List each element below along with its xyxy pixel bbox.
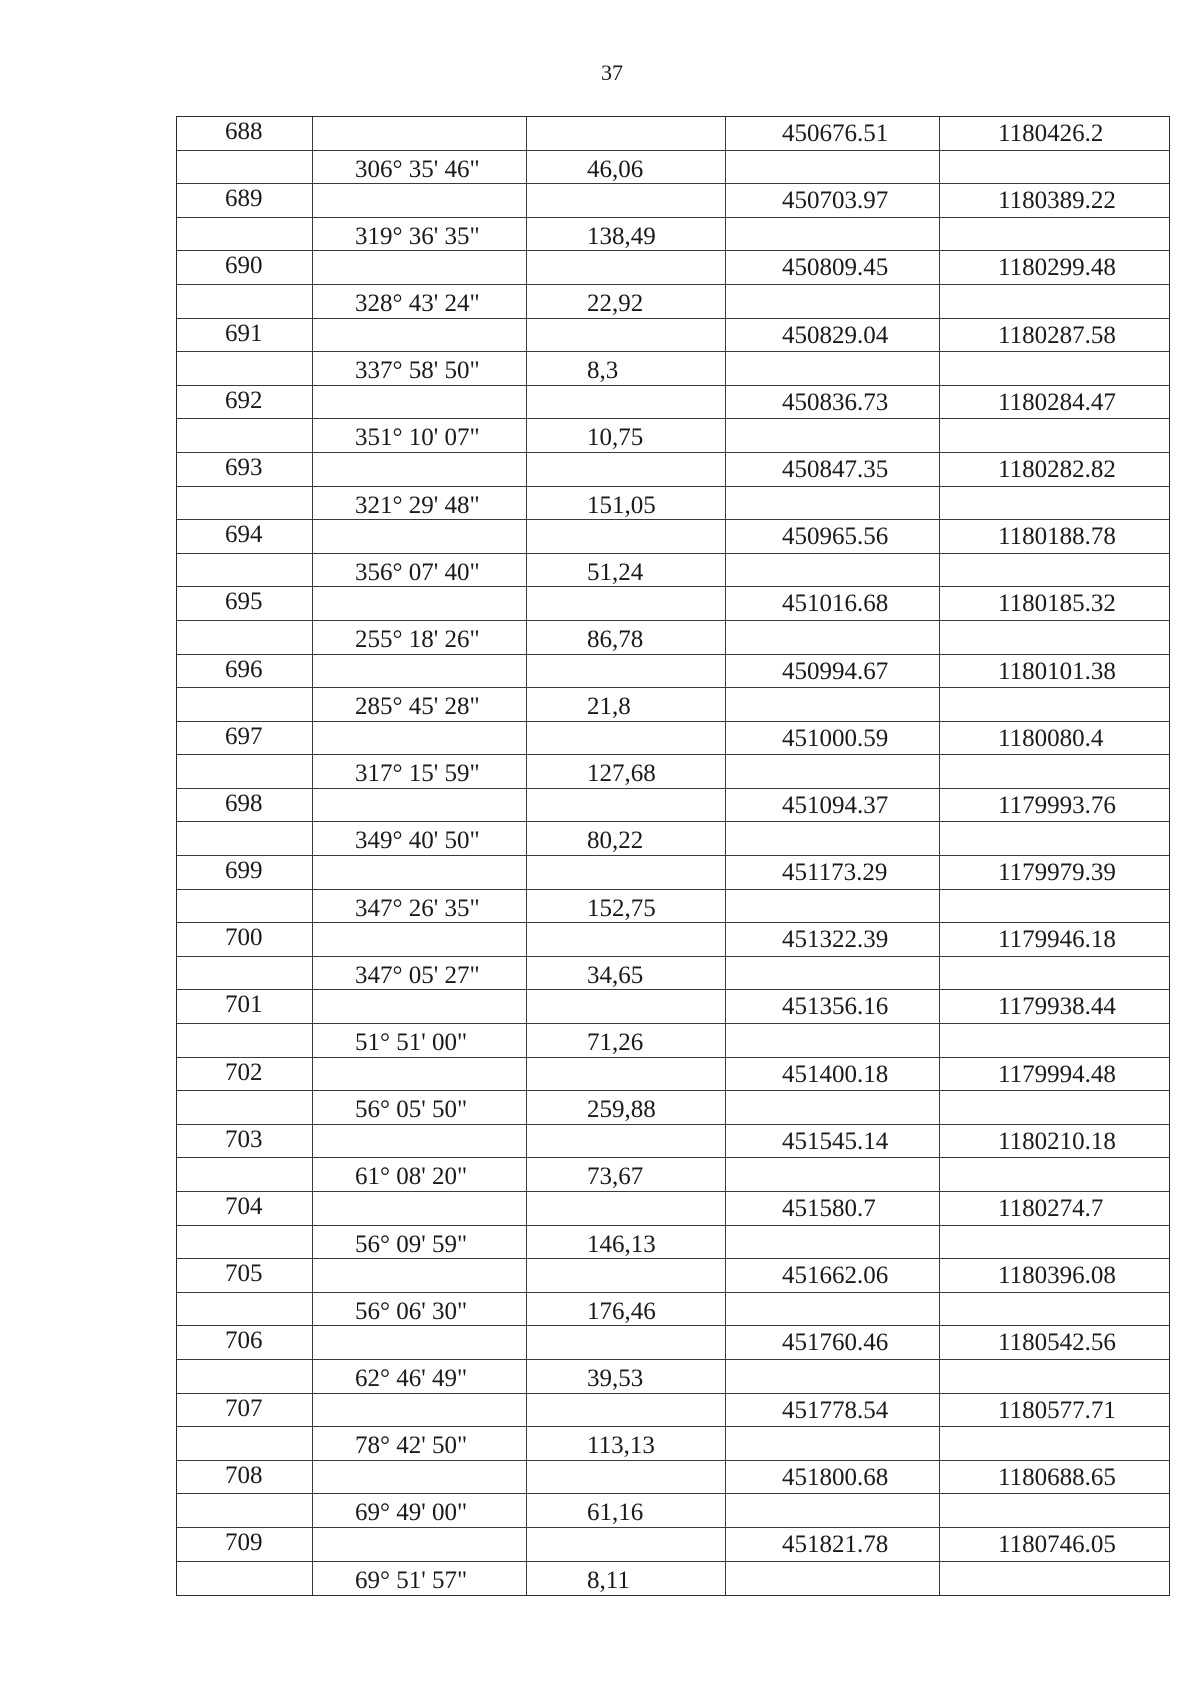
angle-cell: 51° 51' 00" xyxy=(313,1024,527,1057)
angle-cell xyxy=(313,722,527,755)
point-number-cell: 692 xyxy=(177,386,313,419)
y-coordinate-cell xyxy=(940,1494,1169,1527)
angle-cell: 347° 05' 27" xyxy=(313,957,527,990)
angle-cell xyxy=(313,386,527,419)
angle-cell xyxy=(313,1058,527,1091)
point-number-cell xyxy=(177,285,313,318)
point-number-cell xyxy=(177,419,313,452)
point-number-cell xyxy=(177,1226,313,1259)
y-coordinate-cell: 1180101.38 xyxy=(998,657,1116,685)
distance-cell: 10,75 xyxy=(527,419,726,452)
point-row xyxy=(177,1125,1169,1159)
distance-cell xyxy=(527,990,726,1023)
angle-cell: 56° 06' 30" xyxy=(313,1293,527,1326)
point-number-cell xyxy=(177,1360,313,1393)
distance-cell: 39,53 xyxy=(527,1360,726,1393)
point-number-cell xyxy=(177,1158,313,1191)
y-coordinate-cell xyxy=(940,352,1169,385)
y-coordinate-cell xyxy=(940,285,1169,318)
distance-cell: 113,13 xyxy=(527,1427,726,1460)
x-coordinate-cell xyxy=(726,1360,940,1393)
y-coordinate-cell xyxy=(940,554,1169,587)
y-coordinate-cell xyxy=(940,419,1169,452)
point-row xyxy=(177,1058,1169,1092)
angle-cell: 317° 15' 59" xyxy=(313,755,527,788)
point-row xyxy=(177,990,1169,1024)
y-coordinate-cell: 1180299.48 xyxy=(998,254,1116,282)
point-number-cell xyxy=(177,1494,313,1527)
x-coordinate-cell: 450847.35 xyxy=(726,453,940,486)
segment-row xyxy=(177,352,1169,386)
distance-cell xyxy=(527,520,726,553)
point-row xyxy=(177,520,1169,554)
point-number-cell: 696 xyxy=(177,655,313,688)
point-row xyxy=(177,319,1169,353)
point-number-cell: 702 xyxy=(177,1058,313,1091)
y-coordinate-cell xyxy=(940,1293,1169,1326)
x-coordinate-cell xyxy=(726,890,940,923)
point-number-cell xyxy=(177,890,313,923)
x-coordinate-cell xyxy=(726,352,940,385)
point-row xyxy=(177,117,1169,151)
distance-cell xyxy=(527,1192,726,1225)
point-number-cell xyxy=(177,621,313,654)
x-coordinate-cell: 450829.04 xyxy=(726,319,940,352)
y-coordinate-cell: 1180210.18 xyxy=(998,1127,1116,1155)
y-coordinate-cell xyxy=(940,688,1169,721)
point-number-cell: 698 xyxy=(177,789,313,822)
angle-cell: 56° 05' 50" xyxy=(313,1091,527,1124)
segment-row xyxy=(177,1024,1169,1058)
angle-cell: 351° 10' 07" xyxy=(313,419,527,452)
x-coordinate-cell xyxy=(726,1562,940,1596)
x-coordinate-cell: 451821.78 xyxy=(726,1528,940,1561)
angle-cell: 78° 42' 50" xyxy=(313,1427,527,1460)
x-coordinate-cell xyxy=(726,419,940,452)
point-number-cell xyxy=(177,487,313,520)
angle-cell: 321° 29' 48" xyxy=(313,487,527,520)
y-coordinate-cell xyxy=(940,1360,1169,1393)
x-coordinate-cell: 450836.73 xyxy=(726,386,940,419)
x-coordinate-cell: 450809.45 xyxy=(726,251,940,284)
distance-cell: 86,78 xyxy=(527,621,726,654)
segment-row xyxy=(177,151,1169,185)
x-coordinate-cell xyxy=(726,1091,940,1124)
segment-row xyxy=(177,1091,1169,1125)
angle-cell: 347° 26' 35" xyxy=(313,890,527,923)
point-row xyxy=(177,1394,1169,1428)
point-number-cell xyxy=(177,1293,313,1326)
y-coordinate-cell: 1180577.71 xyxy=(998,1396,1116,1424)
segment-row xyxy=(177,218,1169,252)
angle-cell xyxy=(313,453,527,486)
angle-cell xyxy=(313,1461,527,1494)
distance-cell xyxy=(527,587,726,620)
distance-cell xyxy=(527,184,726,217)
distance-cell: 61,16 xyxy=(527,1494,726,1527)
distance-cell xyxy=(527,1259,726,1292)
y-coordinate-cell xyxy=(940,1024,1169,1057)
angle-cell: 349° 40' 50" xyxy=(313,822,527,855)
distance-cell: 21,8 xyxy=(527,688,726,721)
x-coordinate-cell xyxy=(726,755,940,788)
angle-cell: 61° 08' 20" xyxy=(313,1158,527,1191)
point-row xyxy=(177,587,1169,621)
y-coordinate-cell: 1179993.76 xyxy=(998,791,1116,819)
x-coordinate-cell: 451400.18 xyxy=(726,1058,940,1091)
distance-cell: 151,05 xyxy=(527,487,726,520)
y-coordinate-cell: 1179994.48 xyxy=(998,1060,1116,1088)
point-row xyxy=(177,1326,1169,1360)
y-coordinate-cell xyxy=(940,1427,1169,1460)
distance-cell xyxy=(527,923,726,956)
x-coordinate-cell: 451580.7 xyxy=(726,1192,940,1225)
x-coordinate-cell: 450676.51 xyxy=(726,117,940,150)
angle-cell: 356° 07' 40" xyxy=(313,554,527,587)
angle-cell: 56° 09' 59" xyxy=(313,1226,527,1259)
distance-cell xyxy=(527,655,726,688)
y-coordinate-cell: 1179979.39 xyxy=(998,859,1116,887)
x-coordinate-cell xyxy=(726,1158,940,1191)
point-number-cell xyxy=(177,688,313,721)
distance-cell xyxy=(527,117,726,150)
distance-cell xyxy=(527,251,726,284)
point-number-cell xyxy=(177,755,313,788)
x-coordinate-cell: 451760.46 xyxy=(726,1326,940,1359)
point-row xyxy=(177,923,1169,957)
page-number: 37 xyxy=(601,60,623,85)
angle-cell xyxy=(313,1394,527,1427)
x-coordinate-cell: 451800.68 xyxy=(726,1461,940,1494)
y-coordinate-cell: 1180426.2 xyxy=(998,120,1104,147)
x-coordinate-cell xyxy=(726,1293,940,1326)
point-number-cell: 694 xyxy=(177,520,313,553)
distance-cell: 73,67 xyxy=(527,1158,726,1191)
distance-cell xyxy=(527,1058,726,1091)
distance-cell: 138,49 xyxy=(527,218,726,251)
point-number-cell xyxy=(177,1091,313,1124)
point-number-cell xyxy=(177,1562,313,1596)
distance-cell xyxy=(527,722,726,755)
distance-cell xyxy=(527,789,726,822)
x-coordinate-cell: 451173.29 xyxy=(726,856,940,889)
y-coordinate-cell xyxy=(940,1091,1169,1124)
point-number-cell: 691 xyxy=(177,319,313,352)
segment-row xyxy=(177,890,1169,924)
segment-row xyxy=(177,755,1169,789)
distance-cell: 51,24 xyxy=(527,554,726,587)
point-row xyxy=(177,789,1169,823)
segment-row xyxy=(177,621,1169,655)
x-coordinate-cell: 450703.97 xyxy=(726,184,940,217)
distance-cell: 259,88 xyxy=(527,1091,726,1124)
distance-cell: 8,3 xyxy=(527,352,726,385)
y-coordinate-cell xyxy=(940,1562,1169,1596)
angle-cell: 306° 35' 46" xyxy=(313,151,527,184)
y-coordinate-cell: 1180282.82 xyxy=(998,455,1116,483)
y-coordinate-cell: 1180188.78 xyxy=(998,523,1116,551)
point-row xyxy=(177,251,1169,285)
point-row xyxy=(177,1528,1169,1562)
angle-cell xyxy=(313,655,527,688)
distance-cell: 152,75 xyxy=(527,890,726,923)
x-coordinate-cell xyxy=(726,1024,940,1057)
x-coordinate-cell xyxy=(726,487,940,520)
y-coordinate-cell xyxy=(940,487,1169,520)
x-coordinate-cell xyxy=(726,285,940,318)
point-row xyxy=(177,386,1169,420)
x-coordinate-cell: 451356.16 xyxy=(726,990,940,1023)
point-number-cell: 688 xyxy=(177,117,313,150)
y-coordinate-cell: 1180185.32 xyxy=(998,590,1116,618)
point-number-cell: 708 xyxy=(177,1461,313,1494)
x-coordinate-cell xyxy=(726,151,940,184)
point-number-cell xyxy=(177,352,313,385)
distance-cell: 146,13 xyxy=(527,1226,726,1259)
angle-cell: 255° 18' 26" xyxy=(313,621,527,654)
angle-cell xyxy=(313,184,527,217)
distance-cell: 46,06 xyxy=(527,151,726,184)
y-coordinate-cell xyxy=(940,151,1169,184)
y-coordinate-cell: 1179938.44 xyxy=(998,993,1116,1021)
x-coordinate-cell: 451094.37 xyxy=(726,789,940,822)
segment-row xyxy=(177,822,1169,856)
angle-cell xyxy=(313,117,527,150)
angle-cell xyxy=(313,990,527,1023)
y-coordinate-cell: 1179946.18 xyxy=(998,926,1116,954)
x-coordinate-cell xyxy=(726,1427,940,1460)
segment-row xyxy=(177,688,1169,722)
point-number-cell: 700 xyxy=(177,923,313,956)
y-coordinate-cell xyxy=(940,218,1169,251)
y-coordinate-cell xyxy=(940,890,1169,923)
distance-cell xyxy=(527,1125,726,1158)
y-coordinate-cell: 1180746.05 xyxy=(998,1530,1116,1558)
point-number-cell: 690 xyxy=(177,251,313,284)
distance-cell xyxy=(527,1394,726,1427)
distance-cell: 80,22 xyxy=(527,822,726,855)
x-coordinate-cell: 450994.67 xyxy=(726,655,940,688)
point-row xyxy=(177,856,1169,890)
distance-cell xyxy=(527,1528,726,1561)
segment-row xyxy=(177,285,1169,319)
point-row xyxy=(177,1259,1169,1293)
segment-row xyxy=(177,554,1169,588)
angle-cell xyxy=(313,1125,527,1158)
point-number-cell xyxy=(177,1024,313,1057)
point-row xyxy=(177,1461,1169,1495)
x-coordinate-cell xyxy=(726,621,940,654)
point-number-cell xyxy=(177,151,313,184)
y-coordinate-cell: 1180688.65 xyxy=(998,1463,1116,1491)
segment-row xyxy=(177,1158,1169,1192)
distance-cell xyxy=(527,319,726,352)
point-row xyxy=(177,722,1169,756)
segment-row xyxy=(177,1427,1169,1461)
point-number-cell: 695 xyxy=(177,587,313,620)
y-coordinate-cell: 1180542.56 xyxy=(998,1329,1116,1357)
point-number-cell: 697 xyxy=(177,722,313,755)
segment-row xyxy=(177,1293,1169,1327)
distance-cell xyxy=(527,1326,726,1359)
point-number-cell: 693 xyxy=(177,453,313,486)
y-coordinate-cell xyxy=(940,621,1169,654)
distance-cell xyxy=(527,1461,726,1494)
point-number-cell: 707 xyxy=(177,1394,313,1427)
x-coordinate-cell: 450965.56 xyxy=(726,520,940,553)
y-coordinate-cell: 1180080.4 xyxy=(998,724,1104,752)
distance-cell: 127,68 xyxy=(527,755,726,788)
x-coordinate-cell xyxy=(726,554,940,587)
point-number-cell: 699 xyxy=(177,856,313,889)
point-number-cell xyxy=(177,554,313,587)
angle-cell xyxy=(313,1192,527,1225)
x-coordinate-cell xyxy=(726,957,940,990)
point-number-cell: 701 xyxy=(177,990,313,1023)
segment-row xyxy=(177,1360,1169,1394)
segment-row xyxy=(177,419,1169,453)
angle-cell xyxy=(313,1528,527,1561)
angle-cell xyxy=(313,251,527,284)
angle-cell xyxy=(313,923,527,956)
segment-row xyxy=(177,487,1169,521)
point-number-cell xyxy=(177,218,313,251)
x-coordinate-cell xyxy=(726,688,940,721)
angle-cell: 69° 51' 57" xyxy=(313,1562,527,1596)
y-coordinate-cell xyxy=(940,1158,1169,1191)
point-row xyxy=(177,1192,1169,1226)
angle-cell: 337° 58' 50" xyxy=(313,352,527,385)
x-coordinate-cell: 451778.54 xyxy=(726,1394,940,1427)
angle-cell: 69° 49' 00" xyxy=(313,1494,527,1527)
point-number-cell: 705 xyxy=(177,1259,313,1292)
point-row xyxy=(177,453,1169,487)
x-coordinate-cell xyxy=(726,822,940,855)
point-number-cell: 709 xyxy=(177,1528,313,1561)
angle-cell: 319° 36' 35" xyxy=(313,218,527,251)
x-coordinate-cell: 451322.39 xyxy=(726,923,940,956)
angle-cell: 285° 45' 28" xyxy=(313,688,527,721)
y-coordinate-cell xyxy=(940,755,1169,788)
distance-cell: 22,92 xyxy=(527,285,726,318)
angle-cell xyxy=(313,1326,527,1359)
distance-cell xyxy=(527,856,726,889)
x-coordinate-cell: 451016.68 xyxy=(726,587,940,620)
y-coordinate-cell xyxy=(940,957,1169,990)
point-number-cell xyxy=(177,957,313,990)
distance-cell xyxy=(527,453,726,486)
y-coordinate-cell: 1180389.22 xyxy=(998,187,1116,215)
y-coordinate-cell: 1180396.08 xyxy=(998,1262,1116,1290)
angle-cell xyxy=(313,789,527,822)
x-coordinate-cell xyxy=(726,1494,940,1527)
x-coordinate-cell xyxy=(726,218,940,251)
point-number-cell: 689 xyxy=(177,184,313,217)
y-coordinate-cell: 1180287.58 xyxy=(998,321,1116,349)
coordinates-table xyxy=(176,116,1170,1596)
distance-cell: 176,46 xyxy=(527,1293,726,1326)
angle-cell: 62° 46' 49" xyxy=(313,1360,527,1393)
point-number-cell xyxy=(177,1427,313,1460)
angle-cell xyxy=(313,1259,527,1292)
distance-cell: 34,65 xyxy=(527,957,726,990)
segment-row xyxy=(177,957,1169,991)
segment-row xyxy=(177,1562,1169,1596)
point-number-cell: 704 xyxy=(177,1192,313,1225)
y-coordinate-cell xyxy=(940,822,1169,855)
y-coordinate-cell: 1180284.47 xyxy=(998,388,1116,416)
point-number-cell: 706 xyxy=(177,1326,313,1359)
point-number-cell: 703 xyxy=(177,1125,313,1158)
distance-cell: 71,26 xyxy=(527,1024,726,1057)
x-coordinate-cell: 451545.14 xyxy=(726,1125,940,1158)
y-coordinate-cell: 1180274.7 xyxy=(998,1195,1104,1222)
x-coordinate-cell: 451662.06 xyxy=(726,1259,940,1292)
x-coordinate-cell xyxy=(726,1226,940,1259)
distance-cell xyxy=(527,386,726,419)
angle-cell xyxy=(313,587,527,620)
angle-cell xyxy=(313,856,527,889)
segment-row xyxy=(177,1494,1169,1528)
y-coordinate-cell xyxy=(940,1226,1169,1259)
angle-cell: 328° 43' 24" xyxy=(313,285,527,318)
x-coordinate-cell: 451000.59 xyxy=(726,722,940,755)
point-number-cell xyxy=(177,822,313,855)
segment-row xyxy=(177,1226,1169,1260)
point-row xyxy=(177,655,1169,689)
angle-cell xyxy=(313,520,527,553)
angle-cell xyxy=(313,319,527,352)
point-row xyxy=(177,184,1169,218)
distance-cell: 8,11 xyxy=(527,1562,726,1596)
